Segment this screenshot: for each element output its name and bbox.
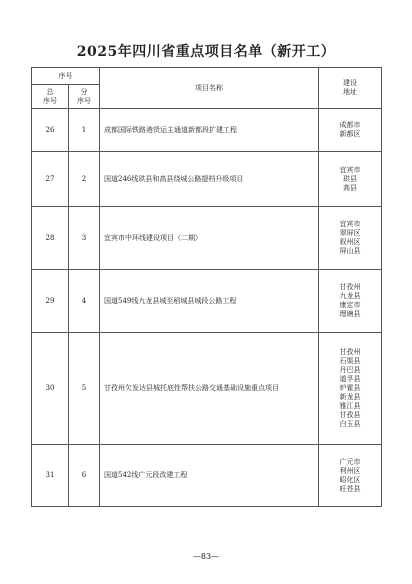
- table-row: [32, 109, 382, 152]
- project-name-cell: 宜宾市中环线建设项目（二期）: [100, 207, 319, 270]
- location-line: 甘孜县: [339, 411, 361, 419]
- sub-seq-cell: 3: [69, 207, 100, 270]
- total-seq-cell: 30: [32, 333, 69, 445]
- location-line: 叙州区: [339, 238, 361, 246]
- header-total-seq: 总 序号: [32, 85, 69, 109]
- location-cell: [319, 109, 382, 152]
- table-row: [32, 333, 382, 445]
- project-table: [31, 67, 382, 507]
- project-name-cell: 甘孜州欠发达县城托底性帮扶公路交通基础设施重点项目: [100, 333, 319, 445]
- location-line: 甘孜州: [339, 348, 361, 356]
- table-row: [32, 445, 382, 507]
- location-line: 炉霍县: [339, 384, 361, 392]
- page-title: 2025年四川省重点项目名单（新开工）: [76, 44, 336, 60]
- location-line: 道孚县: [339, 375, 361, 383]
- location-line: 白玉县: [339, 420, 361, 428]
- location-line: 丹巴县: [339, 366, 361, 374]
- location-line: 广元市: [339, 457, 361, 466]
- location-cell: [319, 333, 382, 445]
- header-project-name: 项目名称: [100, 68, 319, 109]
- header-seq: 序号: [32, 68, 100, 85]
- location-cell: [319, 152, 382, 207]
- total-seq-cell: 31: [32, 445, 69, 507]
- sub-seq-cell: 6: [69, 445, 100, 507]
- table-row: [32, 152, 382, 207]
- location-line: 宜宾市: [339, 165, 361, 174]
- location-line: 昭化区: [339, 475, 361, 484]
- location-cell: [319, 270, 382, 333]
- sub-seq-cell: 1: [69, 109, 100, 152]
- location-line: 利州区: [339, 466, 361, 475]
- sub-seq-cell: 5: [69, 333, 100, 445]
- location-line: 新都区: [339, 130, 361, 138]
- location-line: 旺苍县: [339, 484, 361, 493]
- total-seq-cell: 26: [32, 109, 69, 152]
- location-line: 翠屏区: [339, 229, 361, 237]
- header-sub-seq: 分 序号: [69, 85, 100, 109]
- location-line: 高县: [343, 183, 357, 192]
- total-seq-cell: 29: [32, 270, 69, 333]
- total-seq-cell: 27: [32, 152, 69, 207]
- location-cell: [319, 445, 382, 507]
- page-number: —83—: [192, 552, 220, 561]
- location-cell: [319, 207, 382, 270]
- location-line: 新龙县: [339, 393, 361, 401]
- location-line: 雅江县: [339, 402, 361, 410]
- table-row: [32, 270, 382, 333]
- table-row: [32, 207, 382, 270]
- location-line: 成都市: [339, 121, 361, 129]
- sub-seq-cell: 2: [69, 152, 100, 207]
- project-name-cell: 国道246线珙县和高县绕城公路提档升级项目: [100, 152, 319, 207]
- project-name-cell: 成都国际铁路港货运主通道新都段扩建工程: [100, 109, 319, 152]
- location-line: 宜宾市: [339, 220, 361, 228]
- sub-seq-cell: 4: [69, 270, 100, 333]
- project-name-cell: 国道549线九龙县城至稻城县城段公路工程: [100, 270, 319, 333]
- location-line: 珙县: [343, 174, 357, 183]
- project-name-cell: 国道542线广元段改建工程: [100, 445, 319, 507]
- location-line: 理塘县: [339, 310, 361, 318]
- location-line: 石渠县: [339, 357, 361, 365]
- location-line: 九龙县: [339, 292, 361, 300]
- location-line: 甘孜州: [339, 283, 361, 291]
- total-seq-cell: 28: [32, 207, 69, 270]
- location-line: 康定市: [339, 301, 361, 309]
- location-line: 屏山县: [339, 247, 361, 255]
- header-location: 建设 地址: [319, 68, 382, 109]
